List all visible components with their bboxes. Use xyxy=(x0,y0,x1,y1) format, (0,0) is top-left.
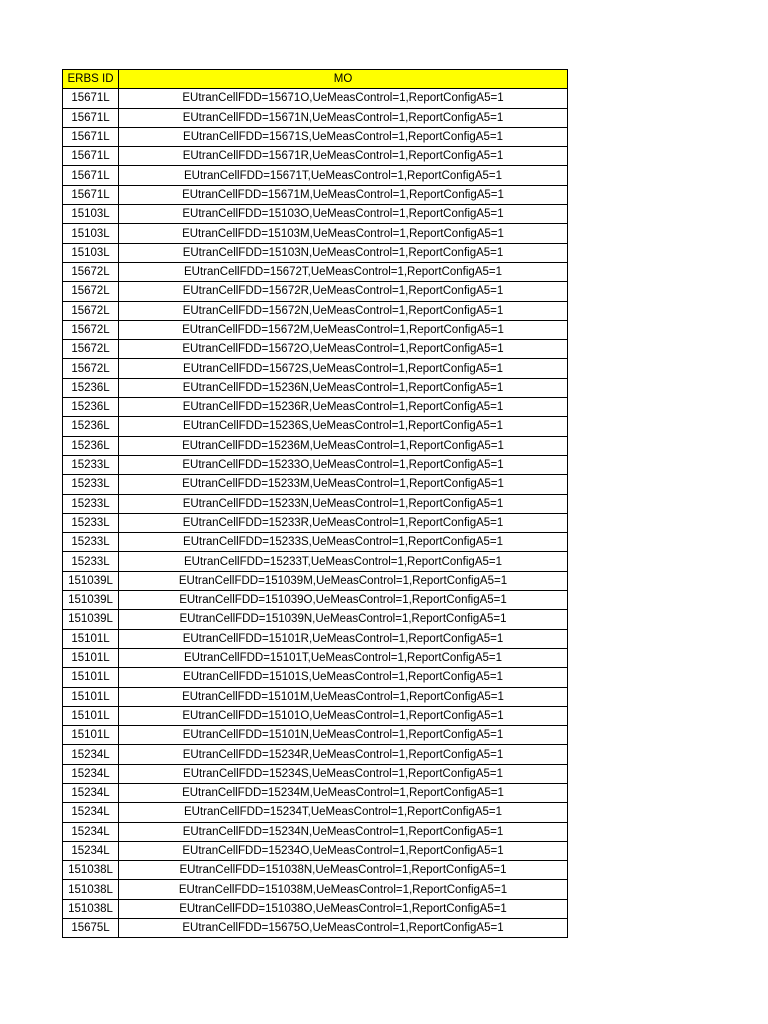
cell-erbs-id[interactable]: 15233L xyxy=(63,494,119,513)
table-row xyxy=(63,301,568,320)
cell-erbs-id[interactable]: 15233L xyxy=(63,552,119,571)
cell-erbs-id[interactable]: 151039L xyxy=(63,571,119,590)
cell-mo[interactable]: EUtranCellFDD=151038O,UeMeasControl=1,ReportConfigA5=1 xyxy=(119,899,568,918)
table-row xyxy=(63,880,568,899)
cell-erbs-id[interactable]: 15236L xyxy=(63,378,119,397)
table-row xyxy=(63,340,568,359)
cell-erbs-id[interactable]: 151038L xyxy=(63,880,119,899)
cell-erbs-id[interactable]: 15672L xyxy=(63,340,119,359)
cell-mo[interactable]: EUtranCellFDD=15233M,UeMeasControl=1,ReportConfigA5=1 xyxy=(119,475,568,494)
cell-erbs-id[interactable]: 15671L xyxy=(63,108,119,127)
cell-mo[interactable]: EUtranCellFDD=15672T,UeMeasControl=1,ReportConfigA5=1 xyxy=(119,262,568,281)
table-row xyxy=(63,706,568,725)
table-body xyxy=(63,89,568,938)
header-cell-erbs-id[interactable]: ERBS ID xyxy=(63,70,119,89)
cell-mo[interactable]: EUtranCellFDD=15233N,UeMeasControl=1,ReportConfigA5=1 xyxy=(119,494,568,513)
cell-erbs-id[interactable]: 15234L xyxy=(63,803,119,822)
cell-mo[interactable]: EUtranCellFDD=15672O,UeMeasControl=1,ReportConfigA5=1 xyxy=(119,340,568,359)
cell-mo[interactable]: EUtranCellFDD=15101M,UeMeasControl=1,ReportConfigA5=1 xyxy=(119,687,568,706)
header-row xyxy=(63,70,568,89)
table-row xyxy=(63,899,568,918)
cell-erbs-id[interactable]: 15675L xyxy=(63,919,119,938)
cell-erbs-id[interactable]: 15101L xyxy=(63,648,119,667)
table-row xyxy=(63,861,568,880)
table-row xyxy=(63,494,568,513)
table-row xyxy=(63,533,568,552)
table-row xyxy=(63,282,568,301)
cell-erbs-id[interactable]: 15234L xyxy=(63,783,119,802)
cell-mo[interactable]: EUtranCellFDD=15103M,UeMeasControl=1,ReportConfigA5=1 xyxy=(119,224,568,243)
cell-erbs-id[interactable]: 15236L xyxy=(63,398,119,417)
table-row xyxy=(63,803,568,822)
cell-mo[interactable]: EUtranCellFDD=15675O,UeMeasControl=1,ReportConfigA5=1 xyxy=(119,919,568,938)
cell-erbs-id[interactable]: 15233L xyxy=(63,455,119,474)
cell-mo[interactable]: EUtranCellFDD=15671M,UeMeasControl=1,ReportConfigA5=1 xyxy=(119,185,568,204)
table-row xyxy=(63,436,568,455)
cell-mo[interactable]: EUtranCellFDD=15101N,UeMeasControl=1,ReportConfigA5=1 xyxy=(119,726,568,745)
table-row xyxy=(63,205,568,224)
table-row xyxy=(63,591,568,610)
cell-mo[interactable]: EUtranCellFDD=151039M,UeMeasControl=1,ReportConfigA5=1 xyxy=(119,571,568,590)
table-row xyxy=(63,378,568,397)
table-row xyxy=(63,89,568,108)
cell-mo[interactable]: EUtranCellFDD=15672R,UeMeasControl=1,ReportConfigA5=1 xyxy=(119,282,568,301)
table-row xyxy=(63,166,568,185)
cell-mo[interactable]: EUtranCellFDD=15234S,UeMeasControl=1,ReportConfigA5=1 xyxy=(119,764,568,783)
table-row xyxy=(63,668,568,687)
table-row xyxy=(63,552,568,571)
cell-mo[interactable]: EUtranCellFDD=15671S,UeMeasControl=1,ReportConfigA5=1 xyxy=(119,127,568,146)
cell-mo[interactable]: EUtranCellFDD=15103N,UeMeasControl=1,ReportConfigA5=1 xyxy=(119,243,568,262)
table-row xyxy=(63,320,568,339)
cell-erbs-id[interactable]: 15236L xyxy=(63,417,119,436)
table-row xyxy=(63,745,568,764)
table-row xyxy=(63,455,568,474)
cell-erbs-id[interactable]: 15671L xyxy=(63,166,119,185)
cell-erbs-id[interactable]: 15103L xyxy=(63,205,119,224)
cell-mo[interactable]: EUtranCellFDD=15236R,UeMeasControl=1,ReportConfigA5=1 xyxy=(119,398,568,417)
cell-erbs-id[interactable]: 15672L xyxy=(63,282,119,301)
table-row xyxy=(63,147,568,166)
cell-erbs-id[interactable]: 151039L xyxy=(63,591,119,610)
cell-erbs-id[interactable]: 15234L xyxy=(63,822,119,841)
cell-mo[interactable]: EUtranCellFDD=15236S,UeMeasControl=1,ReportConfigA5=1 xyxy=(119,417,568,436)
cell-mo[interactable]: EUtranCellFDD=15234M,UeMeasControl=1,ReportConfigA5=1 xyxy=(119,783,568,802)
cell-erbs-id[interactable]: 15233L xyxy=(63,475,119,494)
cell-erbs-id[interactable]: 15672L xyxy=(63,301,119,320)
cell-erbs-id[interactable]: 15671L xyxy=(63,185,119,204)
table-row xyxy=(63,398,568,417)
cell-erbs-id[interactable]: 15101L xyxy=(63,629,119,648)
table-row xyxy=(63,127,568,146)
cell-erbs-id[interactable]: 151038L xyxy=(63,899,119,918)
cell-mo[interactable]: EUtranCellFDD=15672S,UeMeasControl=1,ReportConfigA5=1 xyxy=(119,359,568,378)
cell-erbs-id[interactable]: 15672L xyxy=(63,359,119,378)
cell-mo[interactable]: EUtranCellFDD=151038M,UeMeasControl=1,ReportConfigA5=1 xyxy=(119,880,568,899)
cell-erbs-id[interactable]: 15103L xyxy=(63,224,119,243)
cell-mo[interactable]: EUtranCellFDD=15233S,UeMeasControl=1,ReportConfigA5=1 xyxy=(119,533,568,552)
cell-mo[interactable]: EUtranCellFDD=15672M,UeMeasControl=1,ReportConfigA5=1 xyxy=(119,320,568,339)
cell-mo[interactable]: EUtranCellFDD=15236N,UeMeasControl=1,ReportConfigA5=1 xyxy=(119,378,568,397)
cell-erbs-id[interactable]: 15234L xyxy=(63,745,119,764)
cell-mo[interactable]: EUtranCellFDD=15101T,UeMeasControl=1,ReportConfigA5=1 xyxy=(119,648,568,667)
table-row xyxy=(63,513,568,532)
cell-erbs-id[interactable]: 15672L xyxy=(63,320,119,339)
table-row xyxy=(63,185,568,204)
cell-mo[interactable]: EUtranCellFDD=151039N,UeMeasControl=1,ReportConfigA5=1 xyxy=(119,610,568,629)
table-row xyxy=(63,726,568,745)
mo-table xyxy=(62,69,568,938)
table-row xyxy=(63,610,568,629)
cell-mo[interactable]: EUtranCellFDD=151038N,UeMeasControl=1,ReportConfigA5=1 xyxy=(119,861,568,880)
cell-mo[interactable]: EUtranCellFDD=15101O,UeMeasControl=1,ReportConfigA5=1 xyxy=(119,706,568,725)
table-row xyxy=(63,783,568,802)
cell-mo[interactable]: EUtranCellFDD=151039O,UeMeasControl=1,ReportConfigA5=1 xyxy=(119,591,568,610)
cell-erbs-id[interactable]: 15101L xyxy=(63,726,119,745)
table-row xyxy=(63,417,568,436)
table-row xyxy=(63,648,568,667)
cell-mo[interactable]: EUtranCellFDD=15233T,UeMeasControl=1,ReportConfigA5=1 xyxy=(119,552,568,571)
cell-mo[interactable]: EUtranCellFDD=15101S,UeMeasControl=1,ReportConfigA5=1 xyxy=(119,668,568,687)
cell-mo[interactable]: EUtranCellFDD=15101R,UeMeasControl=1,ReportConfigA5=1 xyxy=(119,629,568,648)
table-row xyxy=(63,841,568,860)
header-cell-mo[interactable]: MO xyxy=(119,70,568,89)
cell-mo[interactable]: EUtranCellFDD=15234T,UeMeasControl=1,ReportConfigA5=1 xyxy=(119,803,568,822)
cell-mo[interactable]: EUtranCellFDD=15234R,UeMeasControl=1,ReportConfigA5=1 xyxy=(119,745,568,764)
cell-erbs-id[interactable]: 15671L xyxy=(63,147,119,166)
table-row xyxy=(63,822,568,841)
table-row xyxy=(63,359,568,378)
cell-mo[interactable]: EUtranCellFDD=15234N,UeMeasControl=1,ReportConfigA5=1 xyxy=(119,822,568,841)
cell-erbs-id[interactable]: 15101L xyxy=(63,687,119,706)
cell-mo[interactable]: EUtranCellFDD=15671T,UeMeasControl=1,ReportConfigA5=1 xyxy=(119,166,568,185)
cell-mo[interactable]: EUtranCellFDD=15672N,UeMeasControl=1,ReportConfigA5=1 xyxy=(119,301,568,320)
table-row xyxy=(63,475,568,494)
cell-mo[interactable]: EUtranCellFDD=15234O,UeMeasControl=1,ReportConfigA5=1 xyxy=(119,841,568,860)
cell-erbs-id[interactable]: 15233L xyxy=(63,513,119,532)
table-row xyxy=(63,108,568,127)
table-row xyxy=(63,629,568,648)
table-row xyxy=(63,687,568,706)
table-row xyxy=(63,243,568,262)
cell-mo[interactable]: EUtranCellFDD=15233O,UeMeasControl=1,ReportConfigA5=1 xyxy=(119,455,568,474)
cell-mo[interactable]: EUtranCellFDD=15671N,UeMeasControl=1,ReportConfigA5=1 xyxy=(119,108,568,127)
table-row xyxy=(63,919,568,938)
cell-erbs-id[interactable]: 151039L xyxy=(63,610,119,629)
table-row xyxy=(63,764,568,783)
cell-mo[interactable]: EUtranCellFDD=15103O,UeMeasControl=1,ReportConfigA5=1 xyxy=(119,205,568,224)
cell-erbs-id[interactable]: 15101L xyxy=(63,668,119,687)
table-row xyxy=(63,262,568,281)
cell-erbs-id[interactable]: 15236L xyxy=(63,436,119,455)
cell-mo[interactable]: EUtranCellFDD=15236M,UeMeasControl=1,ReportConfigA5=1 xyxy=(119,436,568,455)
cell-mo[interactable]: EUtranCellFDD=15233R,UeMeasControl=1,ReportConfigA5=1 xyxy=(119,513,568,532)
cell-erbs-id[interactable]: 15671L xyxy=(63,127,119,146)
cell-erbs-id[interactable]: 15234L xyxy=(63,841,119,860)
cell-erbs-id[interactable]: 15234L xyxy=(63,764,119,783)
cell-erbs-id[interactable]: 15671L xyxy=(63,89,119,108)
cell-erbs-id[interactable]: 15101L xyxy=(63,706,119,725)
table-header xyxy=(63,70,568,89)
cell-mo[interactable]: EUtranCellFDD=15671R,UeMeasControl=1,ReportConfigA5=1 xyxy=(119,147,568,166)
cell-mo[interactable]: EUtranCellFDD=15671O,UeMeasControl=1,ReportConfigA5=1 xyxy=(119,89,568,108)
table-row xyxy=(63,224,568,243)
cell-erbs-id[interactable]: 151038L xyxy=(63,861,119,880)
table-row xyxy=(63,571,568,590)
cell-erbs-id[interactable]: 15672L xyxy=(63,262,119,281)
cell-erbs-id[interactable]: 15103L xyxy=(63,243,119,262)
cell-erbs-id[interactable]: 15233L xyxy=(63,533,119,552)
